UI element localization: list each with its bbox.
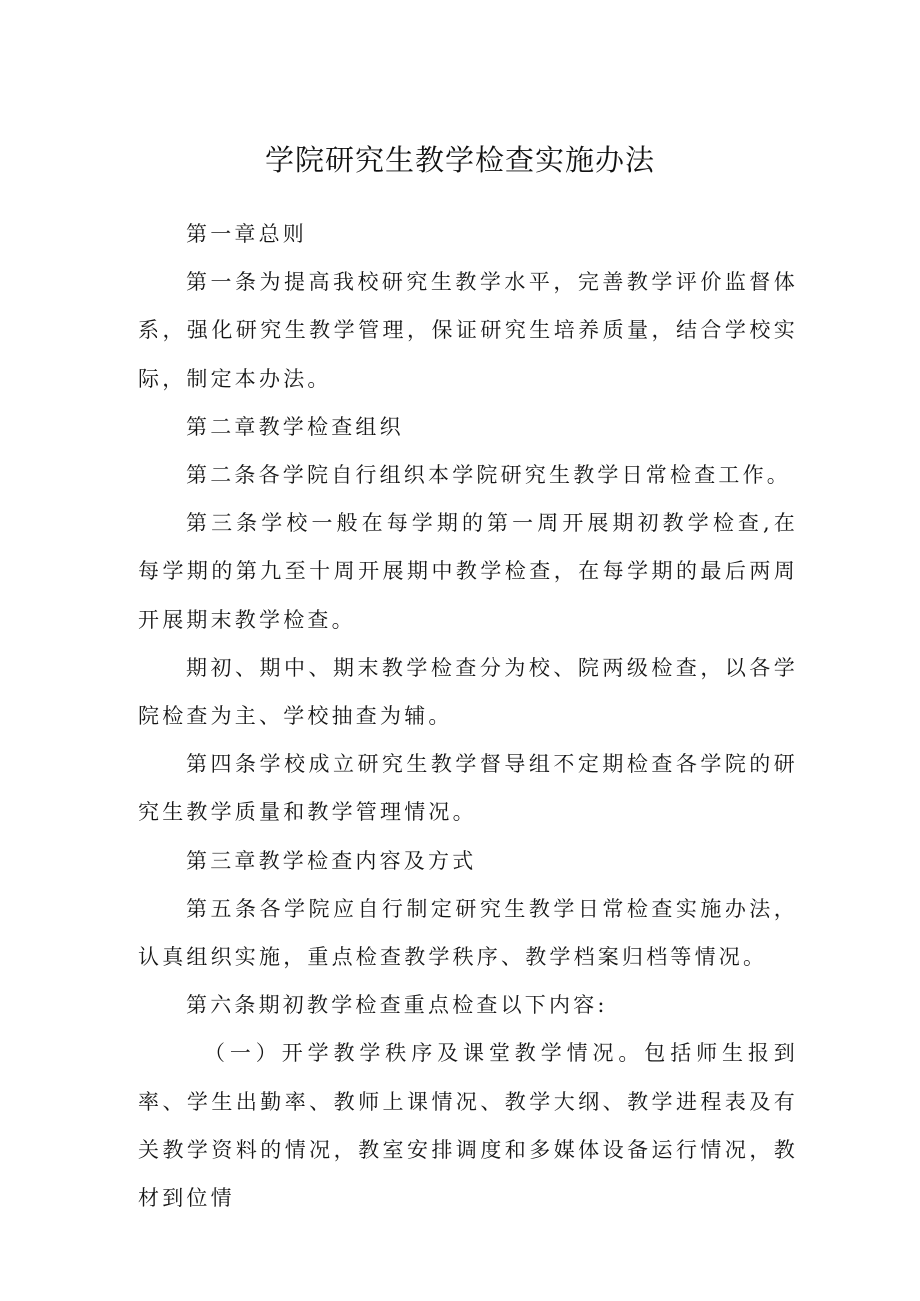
- document-body: [138, 210, 798, 1222]
- article-3-note: 期初、期中、期末教学检查分为校、院两级检查，以各学院检查为主、学校抽查为辅。: [138, 655, 798, 729]
- article-2: 第二条各学院自行组织本学院研究生教学日常检查工作。: [186, 463, 791, 488]
- article-3: 第三条学校一般在每学期的第一周开展期初教学检查,在每学期的第九至十周开展期中教学检查，在每学期的最后两周开展期末教学检查。: [138, 511, 798, 632]
- chapter-heading-organization: 第二章教学检查组织: [186, 414, 404, 439]
- article-1: 第一条为提高我校研究生教学水平，完善教学评价监督体系，强化研究生教学管理，保证研究生培养质量，结合学校实际，制定本办法。: [138, 270, 798, 391]
- chapter-heading-general: 第一章总则: [186, 222, 307, 246]
- document-title: 学院研究生教学检查实施办法: [264, 143, 655, 177]
- article-6-item-1: （一）开学教学秩序及课堂教学情况。包括师生报到率、学生出勤率、教师上课情况、教学大纲、教学进程表及有关教学资料的情况，教室安排调度和多媒体设备运行情况，教材到位情: [138, 1041, 798, 1211]
- chapter-heading-content: 第三章教学检查内容及方式: [186, 848, 477, 873]
- article-5: 第五条各学院应自行制定研究生教学日常检查实施办法，认真组织实施，重点检查教学秩序、教学档案归档等情况。: [138, 896, 798, 970]
- article-6: 第六条期初教学检查重点检查以下内容:: [186, 993, 608, 1018]
- article-4: 第四条学校成立研究生教学督导组不定期检查各学院的研究生教学质量和教学管理情况。: [138, 752, 798, 825]
